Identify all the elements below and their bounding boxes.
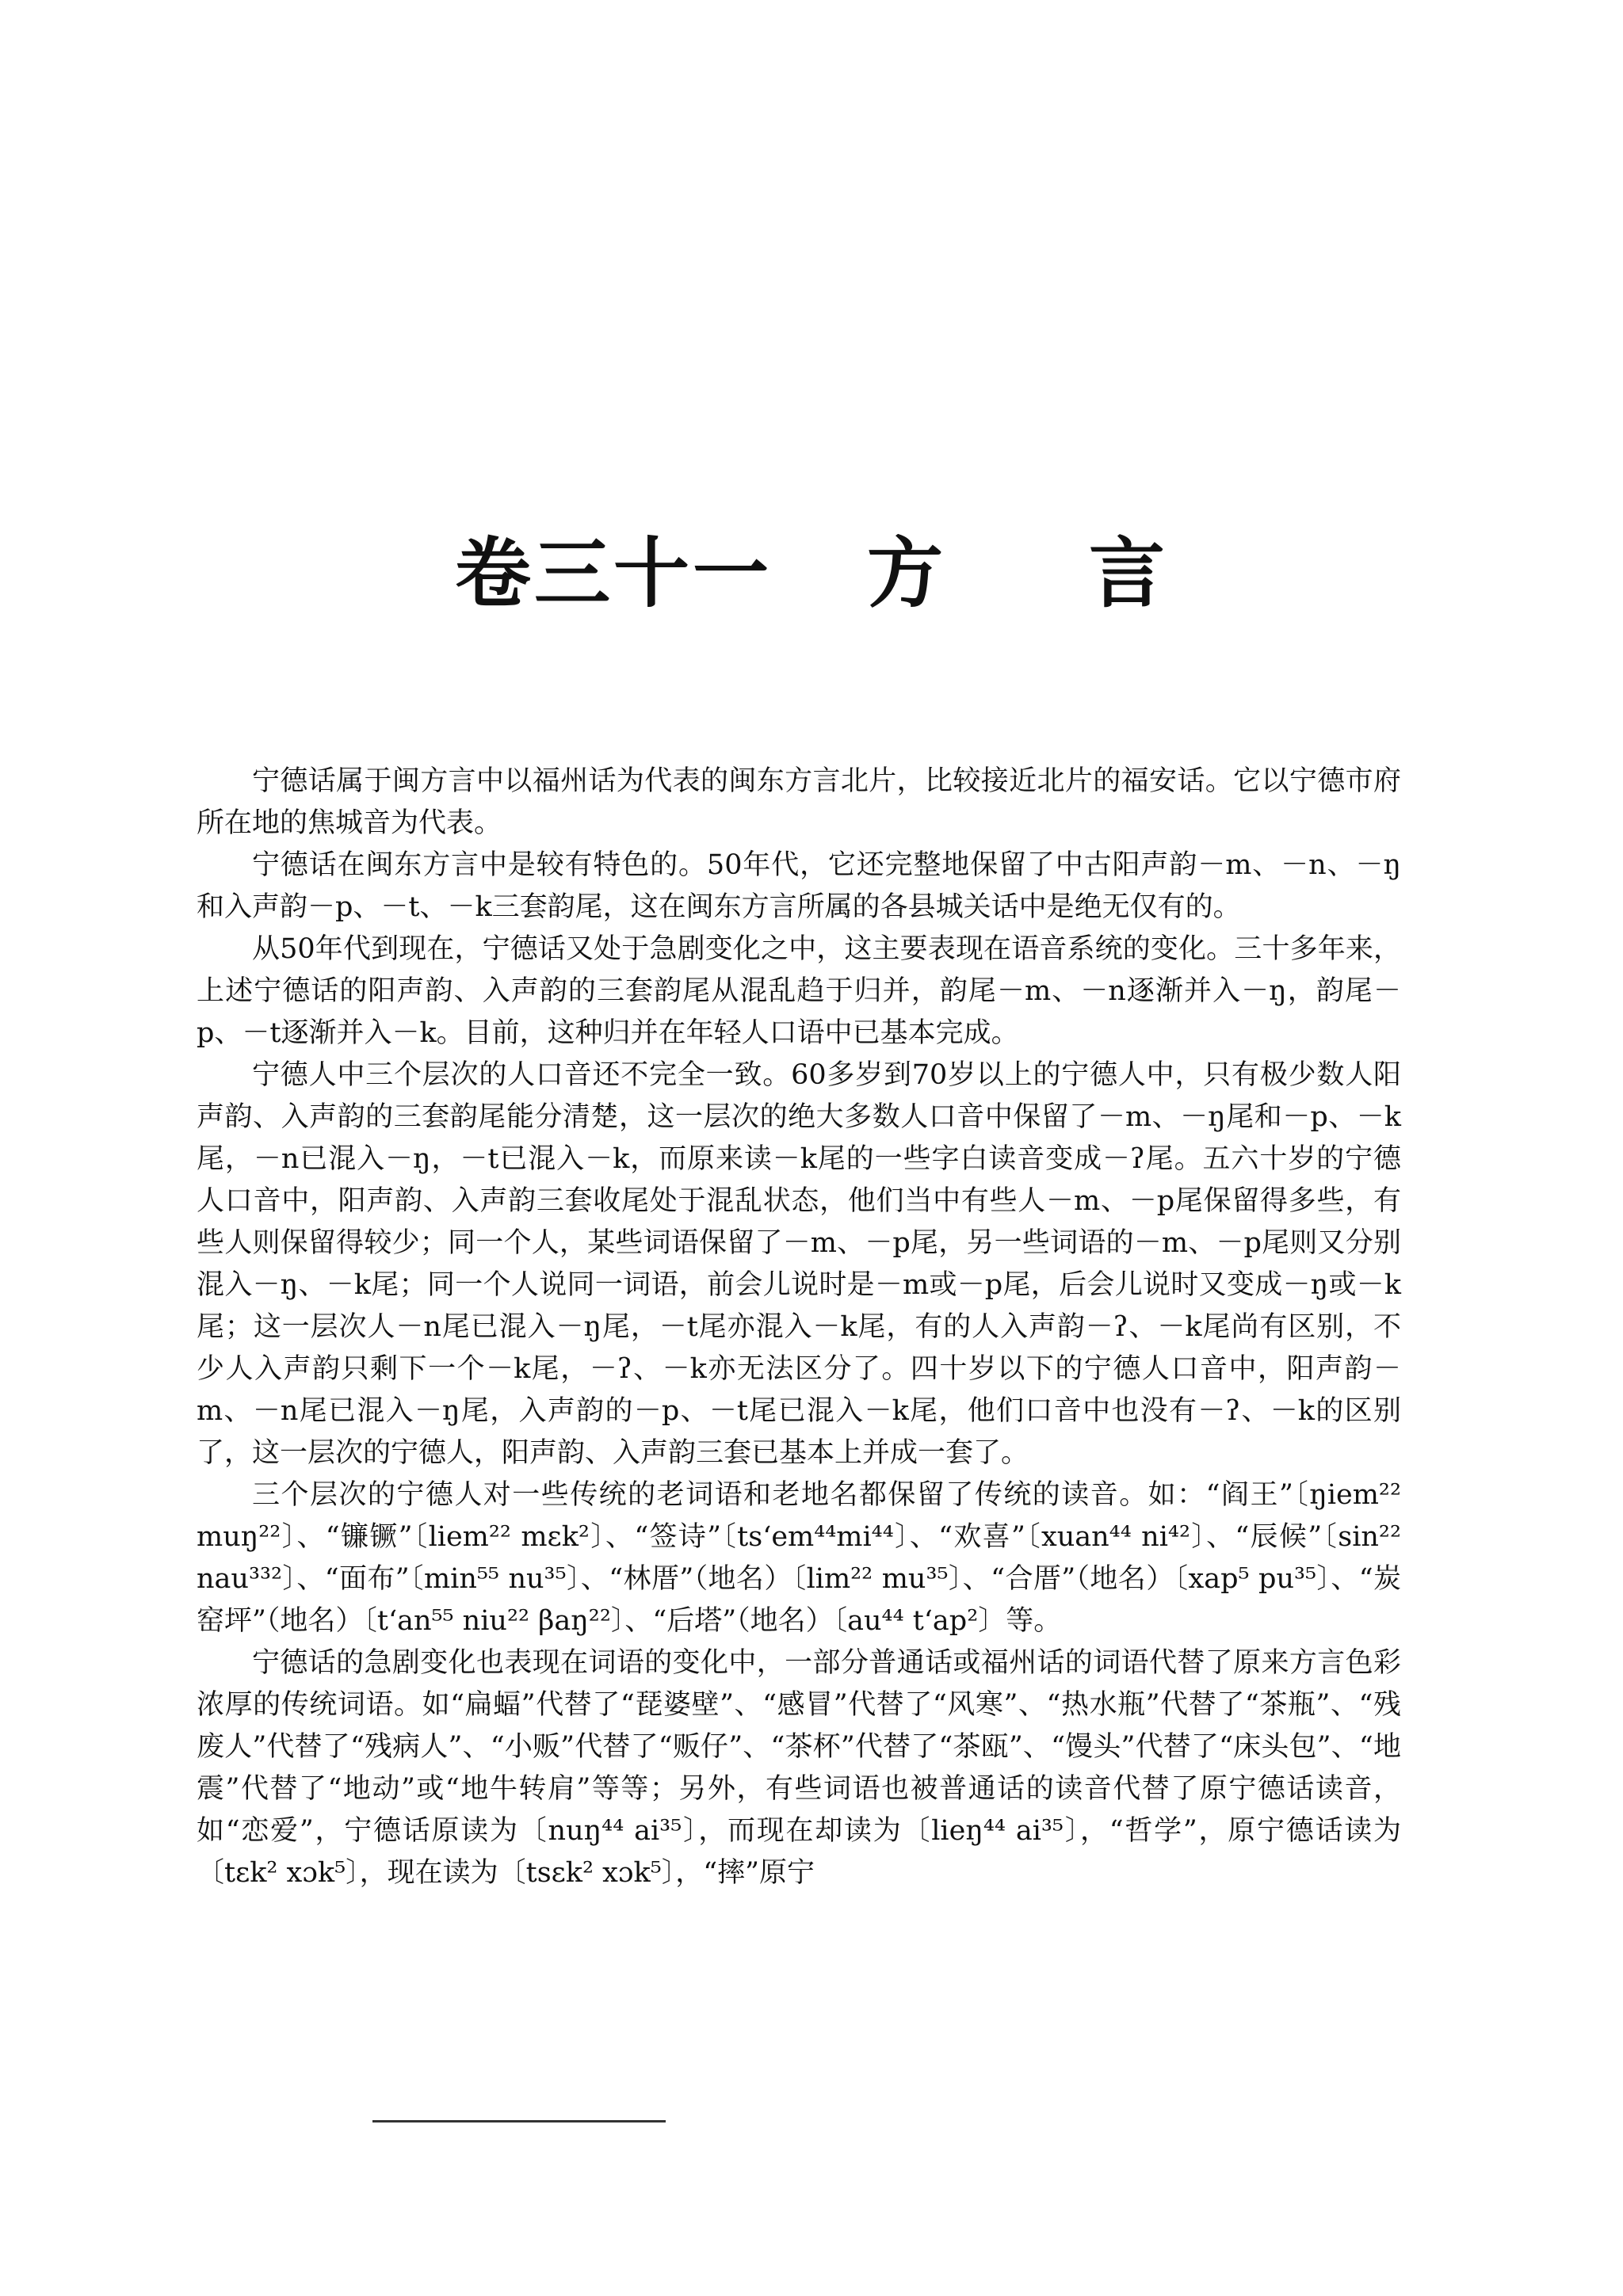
title-part-2: 言 — [1089, 528, 1168, 618]
paragraph-5: 三个层次的宁德人对一些传统的老词语和老地名都保留了传统的读音。如：“阎王”〔ŋiem²² muŋ²²〕、“镰镢”〔liem²² mɛk²〕、“签诗”〔tsʻem⁴⁴mi⁴⁴〕、“欢喜”〔xuan⁴⁴ ni⁴²〕、“辰候”〔sin²² nau³³²〕、“面布”〔min⁵⁵ nu³⁵〕、“林厝”（地名）〔lim²² mu³⁵〕、“合厝”（地名）〔xap⁵ pu³⁵〕、“炭窑坪”（地名）〔tʻan⁵⁵ niu²² βaŋ²²〕、“后塔”（地名）〔au⁴⁴ tʻap²〕等。 — [197, 1479, 1401, 1637]
footnote-divider — [372, 2120, 666, 2122]
paragraph-6: 宁德话的急剧变化也表现在词语的变化中，一部分普通话或福州话的词语代替了原来方言色彩浓厚的传统词语。如“扁蝠”代替了“琵婆壁”、“感冒”代替了“风寒”、“热水瓶”代替了“茶瓶”、“残废人”代替了“残病人”、“小贩”代替了“贩仔”、“茶杯”代替了“茶瓯”、“馒头”代替了“床头包”、“地震”代替了“地动”或“地牛转肩”等等；另外，有些词语也被普通话的读音代替了原宁德话读音，如“恋爱”，宁德话原读为〔nuŋ⁴⁴ ai³⁵〕，而现在却读为〔lieŋ⁴⁴ ai³⁵〕，“哲学”，原宁德话读为〔tɛk² xɔk⁵〕，现在读为〔tsɛk² xɔk⁵〕，“摔”原宁 — [197, 1647, 1401, 1889]
title-part-1: 方 — [867, 528, 946, 618]
body-text — [197, 761, 1401, 1894]
paragraph-3: 从50年代到现在，宁德话又处于急剧变化之中，这主要表现在语音系统的变化。三十多年来，上述宁德话的阳声韵、入声韵的三套韵尾从混乱趋于归并，韵尾－m、－n逐渐并入－ŋ，韵尾－p、－t逐渐并入－k。目前，这种归并在年轻人口语中已基本完成。 — [197, 933, 1401, 1049]
paragraph-1: 宁德话属于闽方言中以福州话为代表的闽东方言北片，比较接近北片的福安话。它以宁德市府所在地的焦城音为代表。 — [197, 765, 1401, 839]
paragraph-2: 宁德话在闽东方言中是较有特色的。50年代，它还完整地保留了中古阳声韵－m、－n、－ŋ和入声韵－p、－t、－k三套韵尾，这在闽东方言所属的各县城关话中是绝无仅有的。 — [197, 849, 1401, 923]
volume-number: 卷三十一 — [455, 528, 772, 618]
paragraph-4: 宁德人中三个层次的人口音还不完全一致。60多岁到70岁以上的宁德人中，只有极少数人阳声韵、入声韵的三套韵尾能分清楚，这一层次的绝大多数人口音中保留了－m、－ŋ尾和－p、－k尾，－n已混入－ŋ，－t已混入－k，而原来读－k尾的一些字白读音变成－ʔ尾。五六十岁的宁德人口音中，阳声韵、入声韵三套收尾处于混乱状态，他们当中有些人－m、－p尾保留得多些，有些人则保留得较少；同一个人，某些词语保留了－m、－p尾，另一些词语的－m、－p尾则又分别混入－ŋ、－k尾；同一个人说同一词语，前会儿说时是－m或－p尾，后会儿说时又变成－ŋ或－k尾；这一层次人－n尾已混入－ŋ尾，－t尾亦混入－k尾，有的人入声韵－ʔ、－k尾尚有区别，不少人入声韵只剩下一个－k尾，－ʔ、－k亦无法区分了。四十岁以下的宁德人口音中，阳声韵－m、－n尾已混入－ŋ尾，入声韵的－p、－t尾已混入－k尾，他们口音中也没有－ʔ、－k的区别了，这一层次的宁德人，阳声韵、入声韵三套已基本上并成一套了。 — [197, 1059, 1401, 1469]
page-title — [0, 513, 1623, 622]
